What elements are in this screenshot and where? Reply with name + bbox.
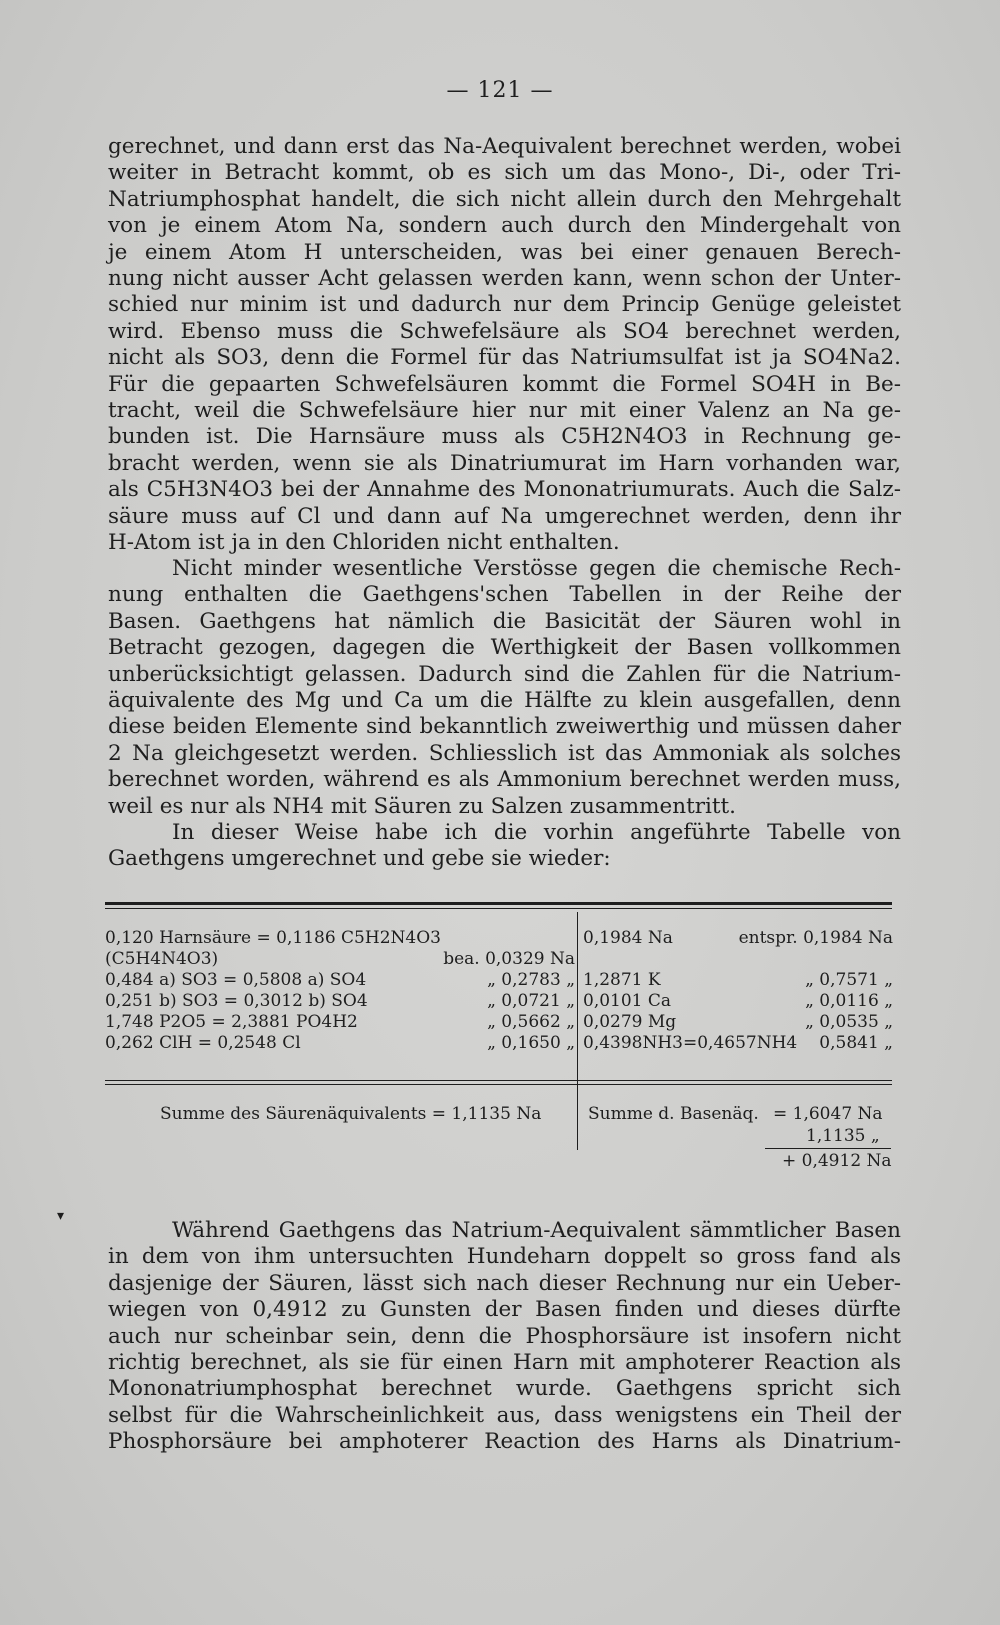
table-row [105, 928, 575, 949]
text-line: berechnet worden, während es als Ammonium berechnet werden muss, [108, 767, 901, 793]
text-line: nicht als SO3, denn die Formel für das Natriumsulfat ist ja SO4Na2. [108, 345, 901, 371]
table-row [583, 928, 893, 949]
table-cell: 0,262 ClH = 0,2548 Cl [105, 1033, 301, 1053]
table-mid-rule [105, 1080, 892, 1081]
text-line: weiter in Betracht kommt, ob es sich um das Mono-, Di-, oder Tri- [108, 160, 901, 186]
table-cell: 0,251 b) SO3 = 0,3012 b) SO4 [105, 991, 368, 1011]
text-line: nung enthalten die Gaethgens'schen Tabellen in der Reihe der [108, 582, 901, 608]
table-cell: entspr. 0,1984 Na [738, 928, 893, 948]
text-line: diese beiden Elemente sind bekanntlich zweiwerthig und müssen daher [108, 714, 901, 740]
table-row [105, 970, 575, 991]
table-row [583, 970, 893, 991]
paragraph-1 [108, 134, 901, 557]
table-cell: „ 0,7571 „ [805, 970, 893, 990]
text-line: von je einem Atom Na, sondern auch durch den Mindergehalt von [108, 213, 901, 239]
table-top-rule-thin [105, 908, 892, 909]
text-line: Basen. Gaethgens hat nämlich die Basicität der Säuren wohl in [108, 608, 901, 634]
text-line: H-Atom ist ja in den Chloriden nicht enthalten. [108, 530, 620, 556]
sum-bases-value: = 1,6047 Na [773, 1104, 883, 1124]
table-cell: bea. 0,0329 Na [443, 949, 575, 969]
sum-bases-label: Summe d. Basenäq. [588, 1104, 759, 1124]
text-line: Für die gepaarten Schwefelsäuren kommt die Formel SO4H in Be- [108, 371, 901, 397]
sum-result: + 0,4912 Na [782, 1151, 892, 1171]
bases-column [583, 928, 893, 1054]
table-top-rule [105, 902, 892, 905]
text-line: dasjenige der Säuren, lässt sich nach dieser Rechnung nur ein Ueber- [108, 1270, 901, 1296]
table-cell: „ 0,2783 „ [487, 970, 575, 990]
table-cell: (C5H4N4O3) [105, 949, 219, 969]
table-mid-rule-thin [105, 1084, 892, 1085]
table-row [583, 949, 893, 970]
text-line: wird. Ebenso muss die Schwefelsäure als SO4 berechnet werden, [108, 318, 901, 344]
table-cell: 0,5841 „ [819, 1033, 893, 1053]
table-row [105, 1033, 575, 1054]
table-cell: 0,0279 Mg [583, 1012, 677, 1032]
text-line: bracht werden, wenn sie als Dinatriumurat im Harn vorhanden war, [108, 450, 901, 476]
text-line: je einem Atom H unterscheiden, was bei einer genauen Berech- [108, 239, 901, 265]
text-line: unberücksichtigt gelassen. Dadurch sind die Zahlen für die Natrium- [108, 661, 901, 687]
text-line: Phosphorsäure bei amphoterer Reaction des Harns als Dinatrium- [108, 1429, 901, 1455]
text-line: wiegen von 0,4912 zu Gunsten der Basen finden und dieses dürfte [108, 1297, 901, 1323]
table-row [105, 949, 575, 970]
text-line: tracht, weil die Schwefelsäure hier nur mit einer Valenz an Na ge- [108, 398, 901, 424]
text-line: Mononatriumphosphat berechnet wurde. Gaethgens spricht sich [108, 1376, 901, 1402]
text-line: Natriumphosphat handelt, die sich nicht allein durch den Mehrgehalt [108, 186, 901, 212]
text-line: Während Gaethgens das Natrium-Aequivalent sämmtlicher Basen [172, 1218, 901, 1243]
table-row [105, 1012, 575, 1033]
paragraph-2 [108, 556, 901, 820]
page-number: — 121 — [446, 78, 554, 103]
table-cell: 0,484 a) SO3 = 0,5808 a) SO4 [105, 970, 367, 990]
margin-mark: ▾ [57, 1208, 65, 1224]
table-row [105, 991, 575, 1012]
sum-underline [765, 1148, 891, 1149]
table-cell: 0,4398NH3=0,4657NH4 [583, 1033, 798, 1053]
text-line: säure muss auf Cl und dann auf Na umgerechnet werden, denn ihr [108, 503, 901, 529]
text-line: selbst für die Wahrscheinlichkeit aus, dass wenigstens ein Theil der [108, 1402, 901, 1428]
text-line: weil es nur als NH4 mit Säuren zu Salzen zusammentritt. [108, 793, 737, 819]
text-line: richtig berechnet, als sie für einen Harn mit amphoterer Reaction als [108, 1350, 901, 1376]
paragraph-3 [108, 820, 901, 873]
table-row [583, 1033, 893, 1054]
table-cell: „ 0,0721 „ [487, 991, 575, 1011]
sum-acids: Summe des Säurenäquivalents = 1,1135 Na [160, 1104, 542, 1124]
table-cell: 1,2871 K [583, 970, 661, 990]
text-line: In dieser Weise habe ich die vorhin angeführte Tabelle von [172, 820, 901, 845]
text-line: in dem von ihm untersuchten Hundeharn doppelt so gross fand als [108, 1244, 901, 1270]
text-line: gerechnet, und dann erst das Na-Aequivalent berechnet werden, wobei [108, 134, 901, 159]
text-line: Betracht gezogen, dagegen die Werthigkeit der Basen vollkommen [108, 635, 901, 661]
text-line: 2 Na gleichgesetzt werden. Schliesslich ist das Ammoniak als solches [108, 740, 901, 766]
sum-subtrahend: 1,1135 „ [806, 1126, 880, 1146]
table-row [583, 1012, 893, 1033]
table-cell: 1,748 P2O5 = 2,3881 PO4H2 [105, 1012, 358, 1032]
text-line: bunden ist. Die Harnsäure muss als C5H2N4O3 in Rechnung ge- [108, 424, 901, 450]
text-line: auch nur scheinbar sein, denn die Phosphorsäure ist insofern nicht [108, 1323, 901, 1349]
table-cell: „ 0,0535 „ [805, 1012, 893, 1032]
table-cell: „ 0,1650 „ [487, 1033, 575, 1053]
acids-column [105, 928, 575, 1054]
text-line: Nicht minder wesentliche Verstösse gegen die chemische Rech- [172, 556, 901, 581]
table-cell: 0,0101 Ca [583, 991, 672, 1011]
table-row [583, 991, 893, 1012]
table-cell: „ 0,0116 „ [805, 991, 893, 1011]
paragraph-4 [108, 1218, 901, 1456]
text-line: schied nur minim ist und dadurch nur dem Princip Genüge geleistet [108, 292, 901, 318]
table-cell: 0,1984 Na [583, 928, 673, 948]
table-column-divider [577, 912, 578, 1150]
text-line: als C5H3N4O3 bei der Annahme des Mononatriumurats. Auch die Salz- [108, 477, 901, 503]
text-line: nung nicht ausser Acht gelassen werden kann, wenn schon der Unter- [108, 266, 901, 292]
table-cell: „ 0,5662 „ [487, 1012, 575, 1032]
table-cell: 0,120 Harnsäure = 0,1186 C5H2N4O3 [105, 928, 441, 948]
text-line: Gaethgens umgerechnet und gebe sie wieder: [108, 846, 611, 872]
text-line: äquivalente des Mg und Ca um die Hälfte zu klein ausgefallen, denn [108, 688, 901, 714]
